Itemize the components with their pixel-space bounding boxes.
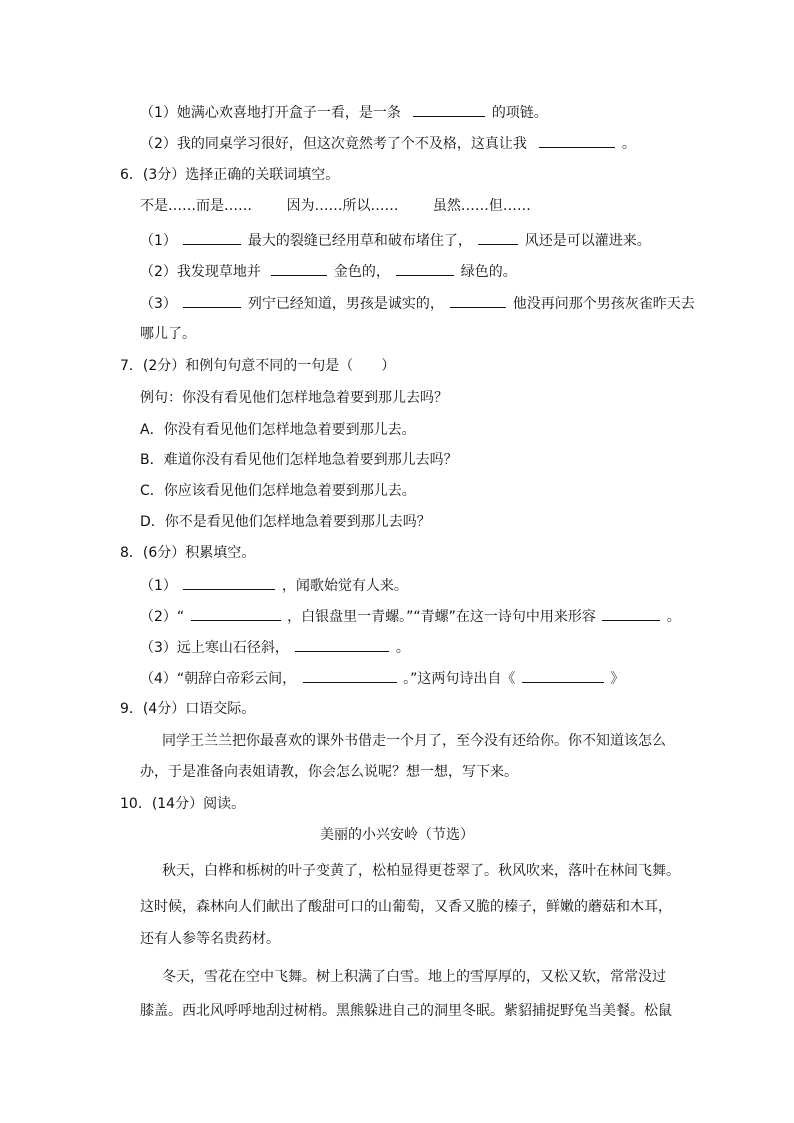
q8-item-1-text-a: （1） [140, 578, 177, 594]
q6-item-2-blank-2[interactable] [396, 261, 454, 276]
q8-item-2-text-c: 。 [666, 609, 681, 625]
q6-item-3-text-c: 他没再问那个男孩灰雀昨天去 [512, 296, 695, 312]
q5-item-1-text-a: （1）她满心欢喜地打开盒子一看，是一条 [140, 105, 401, 121]
q7-choice-d[interactable]: D．你不是看见他们怎样地急着要到那儿去吗？ [140, 514, 431, 530]
passage-para-2-line-2: 膝盖。西北风呼呼地刮过树梢。黑熊躲进自己的洞里冬眠。紫貂捕捉野兔当美餐。松鼠 [140, 1003, 672, 1019]
q8-item-4-text-a: （4）“朝辞白帝彩云间， [140, 671, 297, 687]
q6-item-1-blank-1[interactable] [183, 230, 241, 245]
q7-choice-c[interactable]: C．你应该看见他们怎样地急着要到那儿去。 [140, 483, 416, 499]
q6-item-2-blank-1[interactable] [271, 261, 327, 276]
q5-item-2-blank[interactable] [539, 133, 615, 148]
q8-item-3-text-a: （3）远上寒山石径斜， [140, 640, 289, 656]
q6-option-2: 因为……所以…… [286, 198, 399, 214]
q6-item-3-text-a: （3） [140, 296, 177, 312]
q8-item-3 [140, 637, 410, 658]
q6-title: 6．(3分）选择正确的关联词填空。 [120, 167, 340, 183]
q8-item-1 [140, 575, 408, 596]
q8-item-2-blank-2[interactable] [602, 606, 660, 621]
q8-item-4-text-c: 》 [610, 671, 625, 687]
q8-item-3-blank[interactable] [295, 637, 389, 652]
q6-item-3-continuation: 哪儿了。 [140, 326, 196, 342]
q8-item-3-text-b: 。 [395, 640, 410, 656]
q10-title: 10．(14分）阅读。 [120, 796, 246, 812]
passage-para-1-line-3: 还有人参等名贵药材。 [140, 931, 280, 947]
q5-item-2-text-a: （2）我的同桌学习很好，但这次竟然考了个不及格，这真让我 [140, 136, 527, 152]
passage-para-1-line-2: 这时候，森林向人们献出了酸甜可口的山葡萄，又香又脆的榛子，鲜嫩的蘑菇和木耳， [140, 899, 672, 915]
q6-item-2-text-c: 绿色的。 [460, 264, 517, 280]
q5-item-2-text-b: 。 [621, 136, 636, 152]
q5-item-2 [140, 133, 636, 154]
q8-item-2-blank-1[interactable] [191, 606, 281, 621]
q6-item-2 [140, 261, 517, 282]
q5-item-1-blank[interactable] [413, 102, 485, 117]
q6-item-3-text-b: 列宁已经知道，男孩是诚实的， [247, 296, 444, 312]
q8-item-4-blank-1[interactable] [303, 668, 397, 683]
q6-item-1-text-b: 最大的裂缝已经用草和破布堵住了， [247, 233, 472, 249]
q6-item-1 [140, 230, 651, 251]
q8-title: 8．(6分）积累填空。 [120, 545, 256, 561]
q6-item-3-blank-1[interactable] [183, 293, 241, 308]
q6-item-1-text-a: （1） [140, 233, 177, 249]
q5-item-1 [140, 102, 548, 123]
q6-item-1-text-c: 风还是可以灌进来。 [524, 233, 651, 249]
q8-item-2 [140, 606, 681, 627]
q8-item-1-blank[interactable] [183, 575, 275, 590]
q6-item-3 [140, 293, 695, 314]
q8-item-4 [140, 668, 624, 689]
q6-option-1: 不是……而是…… [140, 198, 252, 214]
q8-item-2-text-a: （2）“ [140, 609, 185, 625]
q7-choice-a[interactable]: A．你没有看见他们怎样地急着要到那儿去。 [140, 422, 416, 438]
q7-title: 7．(2分）和例句句意不同的一句是（ ） [120, 358, 396, 374]
passage-para-2-line-1: 冬天，雪花在空中飞舞。树上积满了白雪。地上的雪厚厚的，又松又软，常常没过 [162, 969, 666, 985]
q8-item-4-blank-2[interactable] [522, 668, 604, 683]
passage-para-1-line-1: 秋天，白桦和栎树的叶子变黄了，松柏显得更苍翠了。秋风吹来，落叶在林间飞舞。 [162, 863, 680, 879]
q6-item-2-text-a: （2）我发现草地并 [140, 264, 261, 280]
q7-example: 例句：你没有看见他们怎样地急着要到那儿去吗？ [140, 390, 448, 406]
q8-item-1-text-b: ，闻歌始觉有人来。 [281, 578, 408, 594]
passage-title: 美丽的小兴安岭（节选） [320, 827, 474, 843]
q7-choice-b[interactable]: B．难道你没有看见他们怎样地急着要到那儿去吗？ [140, 452, 458, 468]
q8-item-2-text-b: ，白银盘里一青螺。”“青螺”在这一诗句中用来形容 [287, 609, 596, 625]
q6-item-2-text-b: 金色的， [333, 264, 390, 280]
q9-prompt-line-2: 办，于是准备向表姐请教，你会怎么说呢？想一想，写下来。 [140, 764, 518, 780]
q6-item-3-blank-2[interactable] [450, 293, 506, 308]
q6-option-3: 虽然……但…… [432, 198, 531, 214]
q8-item-4-text-b: 。”这两句诗出自《 [403, 671, 516, 687]
q5-item-1-text-b: 的项链。 [491, 105, 548, 121]
q9-prompt-line-1: 同学王兰兰把你最喜欢的课外书借走一个月了，至今没有还给你。你不知道该怎么 [162, 733, 666, 749]
q6-item-1-blank-2[interactable] [478, 230, 518, 245]
q9-title: 9．(4分）口语交际。 [120, 701, 256, 717]
q6-conjunction-options [140, 196, 531, 216]
